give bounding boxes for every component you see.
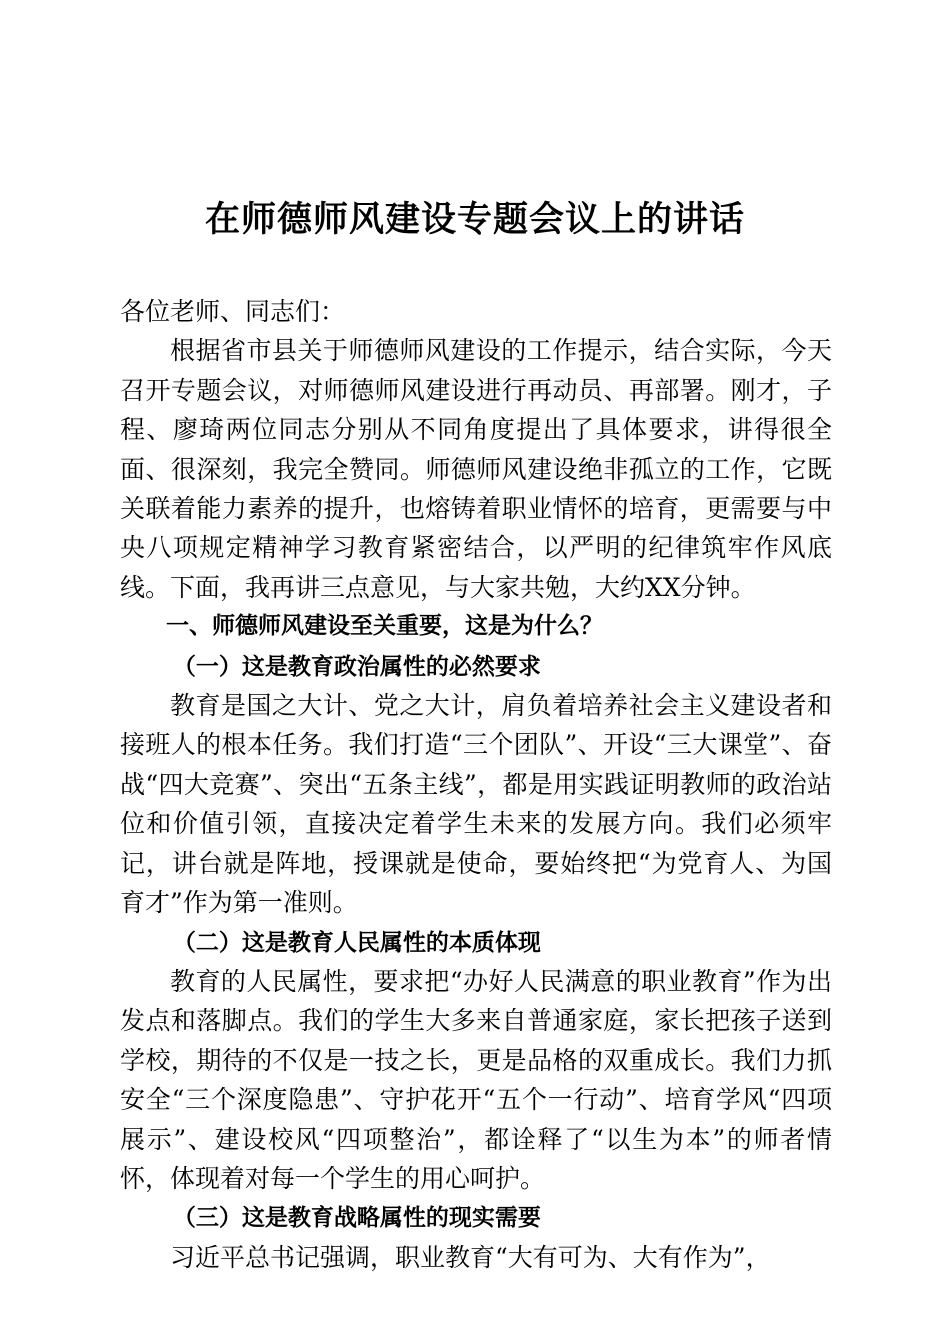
subsection-2-paragraph: 教育的人民属性，要求把“办好人民满意的职业教育”作为出发点和落脚点。我们的学生大多来自普通家庭，家长把孩子送到学校，期待的不仅是一技之长，更是品格的双重成长。我们力抓安全“三个深度隐患”、守护花开“五个一行动”、培育学风“四项展示”、建设校风“四项整治”，都诠释了“以生为本”的师者情怀，体现着对每一个学生的用心呵护。	[120, 966, 832, 1193]
subsection-2-heading: （二）这是教育人民属性的本质体现	[172, 928, 541, 956]
subsection-1-heading: （一）这是教育政治属性的必然要求	[172, 652, 541, 680]
document-body	[120, 292, 832, 1277]
salutation: 各位老师、同志们：	[120, 297, 346, 326]
subsection-1-paragraph: 教育是国之大计、党之大计，肩负着培养社会主义建设者和接班人的根本任务。我们打造“三个团队”、开设“三大课堂”、奋战“四大竞赛”、突出“五条主线”，都是用实践证明教师的政治站位和价值引领，直接决定着学生未来的发展方向。我们必须牢记，讲台就是阵地，授课就是使命，要始终把“为党育人、为国育才”作为第一准则。	[120, 691, 832, 918]
subsection-3-paragraph: 习近平总书记强调，职业教育“大有可为、大有作为”，	[170, 1242, 771, 1272]
intro-paragraph: 根据省市县关于师德师风建设的工作提示，结合实际，今天召开专题会议，对师德师风建设进行再动员、再部署。刚才，子程、廖琦两位同志分别从不同角度提出了具体要求，讲得很全面、很深刻，我完全赞同。师德师风建设绝非孤立的工作，它既关联着能力素养的提升，也熔铸着职业情怀的培育，更需要与中央八项规定精神学习教育紧密结合，以严明的纪律筑牢作风底线。下面，我再讲三点意见，与大家共勉，大约XX分钟。	[120, 336, 832, 602]
document-title: 在师德师风建设专题会议上的讲话	[204, 199, 745, 240]
subsection-3-heading: （三）这是教育战略属性的现实需要	[172, 1204, 541, 1232]
section-1-heading: 一、师德师风建设至关重要，这是为什么？	[166, 613, 603, 640]
